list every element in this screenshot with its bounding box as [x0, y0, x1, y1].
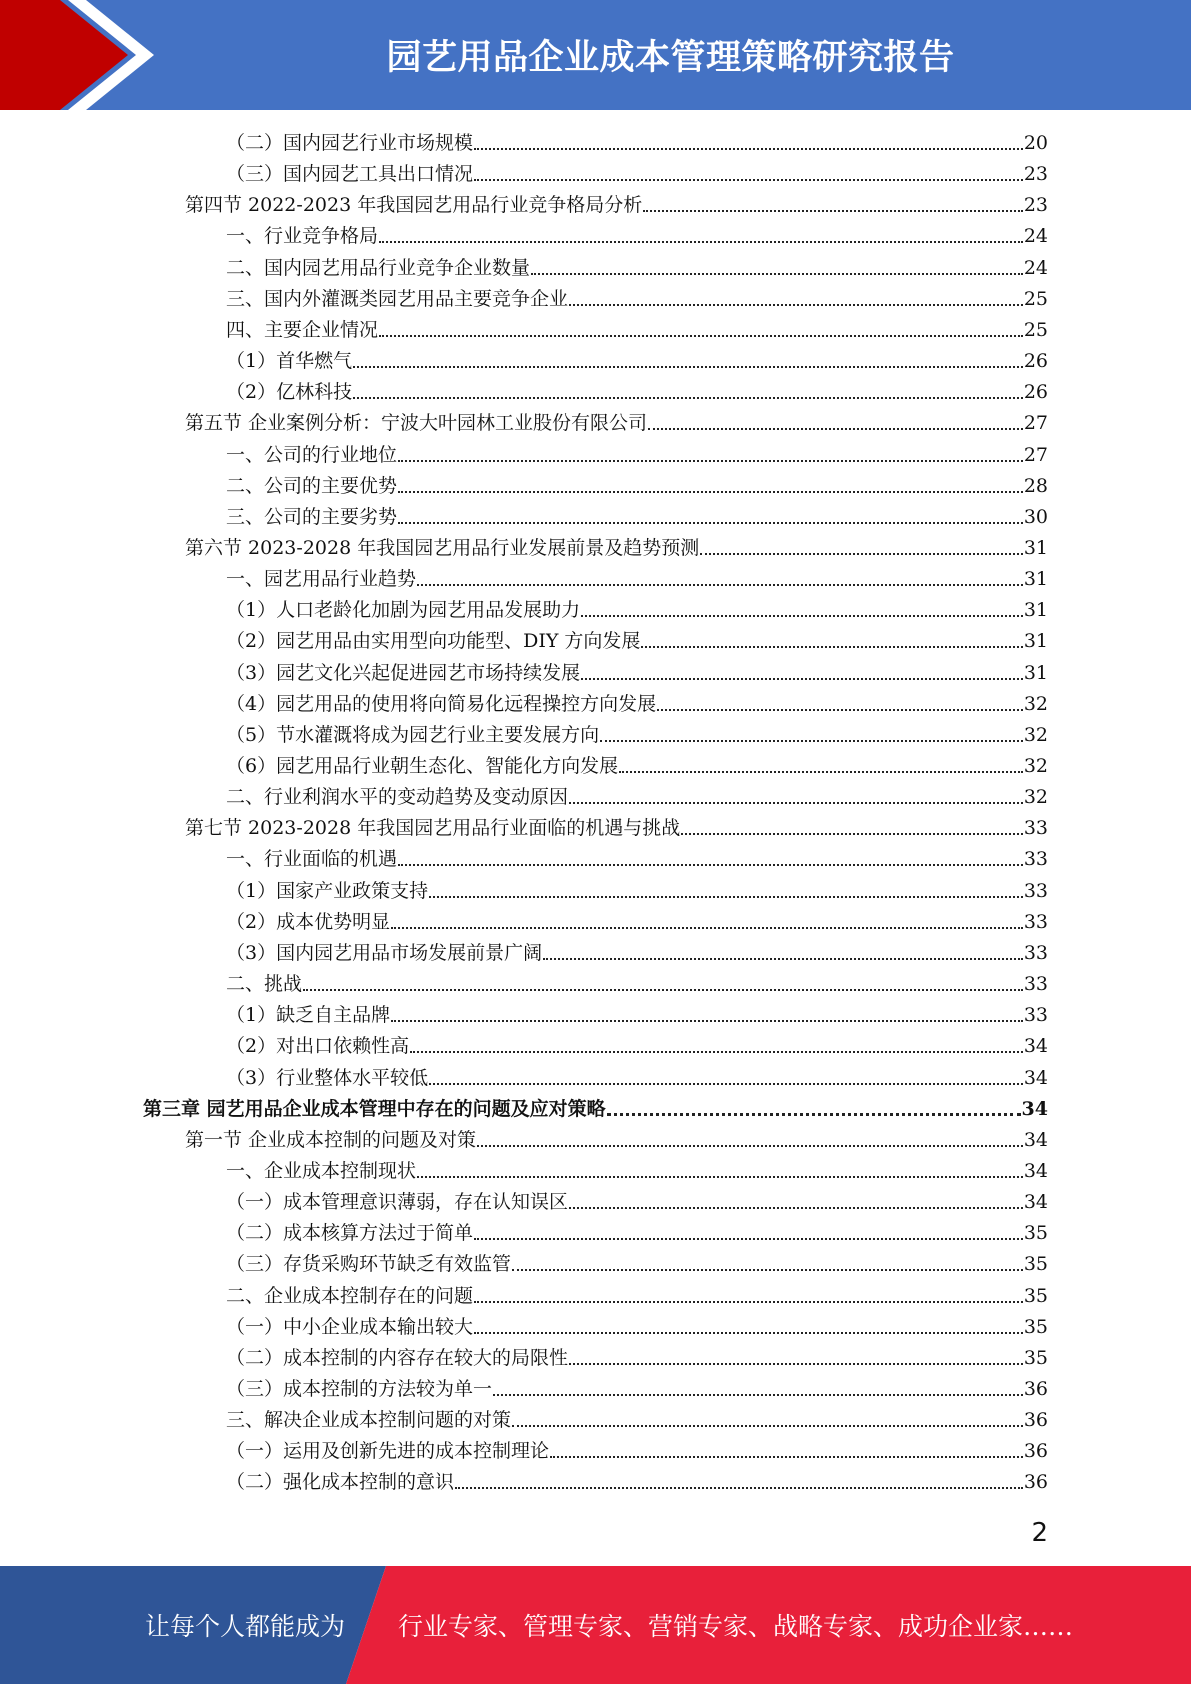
toc-entry-title: （2）成本优势明显 — [226, 910, 391, 933]
header-arrow-decoration — [0, 0, 160, 110]
toc-entry-page: 31 — [1023, 536, 1048, 559]
toc-entry-page: 34 — [1023, 1035, 1048, 1058]
page-header — [0, 0, 1191, 110]
toc-dot-leader — [607, 1113, 1021, 1116]
toc-entry-title: （1）人口老龄化加剧为园艺用品发展助力 — [226, 599, 581, 622]
footer-slogan-left: 让每个人都能成为 — [145, 1612, 346, 1641]
toc-entry-title: （一）运用及创新先进的成本控制理论 — [226, 1440, 550, 1463]
toc-entry-title: 二、行业利润水平的变动趋势及变动原因 — [226, 786, 569, 809]
toc-entry-page: 34 — [1023, 1128, 1048, 1151]
toc-entry-title: （1）首华燃气 — [226, 350, 353, 373]
toc-dot-leader — [474, 1238, 1023, 1240]
toc-dot-leader — [417, 1176, 1023, 1178]
toc-entry[interactable] — [226, 221, 1048, 252]
toc-entry-page: 34 — [1023, 1191, 1048, 1214]
toc-dot-leader — [474, 148, 1023, 150]
toc-entry-title: 一、行业竞争格局 — [226, 225, 379, 248]
toc-entry-page: 30 — [1023, 505, 1048, 528]
toc-dot-leader — [531, 273, 1023, 275]
toc-entry[interactable] — [226, 1156, 1048, 1187]
toc-dot-leader — [398, 491, 1023, 493]
toc-entry-page: 32 — [1023, 692, 1048, 715]
toc-entry-title: 第三章 园艺用品企业成本管理中存在的问题及应对策略 — [143, 1097, 606, 1120]
toc-dot-leader — [581, 615, 1023, 617]
toc-entry-page: 35 — [1023, 1346, 1048, 1369]
toc-dot-leader — [303, 989, 1023, 991]
toc-dot-leader — [600, 740, 1023, 742]
toc-entry-page: 32 — [1023, 786, 1048, 809]
toc-dot-leader — [619, 771, 1023, 773]
toc-entry-title: （1）国家产业政策支持 — [226, 879, 429, 902]
toc-entry-title: 第五节 企业案例分析：宁波大叶园林工业股份有限公司 — [185, 412, 648, 435]
toc-entry[interactable] — [226, 782, 1048, 813]
toc-dot-leader — [569, 304, 1023, 306]
toc-entry[interactable] — [226, 969, 1048, 1000]
toc-entry-page: 26 — [1023, 350, 1048, 373]
toc-entry[interactable] — [226, 689, 1048, 720]
toc-entry-page: 23 — [1023, 194, 1048, 217]
toc-entry-page: 35 — [1023, 1253, 1048, 1276]
toc-dot-leader — [643, 210, 1023, 212]
toc-entry[interactable] — [226, 595, 1048, 626]
toc-dot-leader — [398, 522, 1023, 524]
toc-dot-leader — [429, 896, 1023, 898]
toc-entry-title: （3）国内园艺用品市场发展前景广阔 — [226, 941, 543, 964]
page-number: 2 — [1031, 1518, 1048, 1548]
toc-entry-title: （三）国内园艺工具出口情况 — [226, 163, 474, 186]
toc-entry-title: 一、企业成本控制现状 — [226, 1159, 417, 1182]
toc-dot-leader — [379, 241, 1023, 243]
toc-entry-page: 28 — [1023, 474, 1048, 497]
toc-entry[interactable] — [226, 440, 1048, 471]
toc-dot-leader — [410, 1051, 1023, 1053]
toc-entry-title: （6）园艺用品行业朝生态化、智能化方向发展 — [226, 755, 619, 777]
toc-entry[interactable] — [226, 658, 1048, 689]
toc-entry-page: 25 — [1023, 318, 1048, 341]
toc-entry-page: 32 — [1023, 755, 1048, 777]
toc-entry[interactable] — [226, 751, 1048, 782]
toc-entry-title: 三、解决企业成本控制问题的对策 — [226, 1409, 512, 1432]
toc-dot-leader — [474, 1332, 1023, 1334]
toc-entry-title: （3）行业整体水平较低 — [226, 1066, 429, 1089]
toc-entry-page: 33 — [1023, 848, 1048, 871]
toc-entry-title: （二）成本核算方法过于简单 — [226, 1222, 474, 1245]
toc-entry-title: 二、挑战 — [226, 973, 303, 996]
toc-entry-page: 31 — [1023, 599, 1048, 622]
toc-entry-page: 33 — [1023, 1004, 1048, 1027]
toc-entry-page: 36 — [1023, 1471, 1048, 1494]
toc-dot-leader — [657, 709, 1023, 711]
toc-entry[interactable] — [226, 1218, 1048, 1249]
toc-entry-page: 24 — [1023, 225, 1048, 248]
toc-entry[interactable] — [226, 720, 1048, 751]
toc-entry[interactable] — [185, 190, 1048, 221]
toc-dot-leader — [581, 678, 1023, 680]
toc-entry-title: （二）强化成本控制的意识 — [226, 1471, 455, 1494]
toc-entry[interactable] — [226, 377, 1048, 408]
toc-entry-page: 33 — [1023, 910, 1048, 933]
toc-dot-leader — [379, 335, 1023, 337]
toc-entry-page: 33 — [1023, 973, 1048, 996]
toc-entry-page: 20 — [1023, 132, 1048, 154]
toc-entry-page: 23 — [1023, 163, 1048, 186]
toc-entry-page: 26 — [1023, 381, 1048, 404]
toc-entry-title: 第七节 2023-2028 年我国园艺用品行业面临的机遇与挑战 — [185, 817, 681, 840]
toc-entry-title: （一）中小企业成本输出较大 — [226, 1315, 474, 1338]
toc-dot-leader — [417, 584, 1023, 586]
toc-entry-title: （三）成本控制的方法较为单一 — [226, 1378, 493, 1400]
toc-dot-leader — [455, 1487, 1023, 1489]
toc-entry-title: 一、公司的行业地位 — [226, 443, 398, 466]
toc-entry-title: （2）亿林科技 — [226, 381, 353, 404]
toc-entry-title: （1）缺乏自主品牌 — [226, 1004, 391, 1027]
toc-entry-page: 36 — [1023, 1378, 1048, 1400]
toc-entry-page: 31 — [1023, 568, 1048, 591]
footer-slogan-right: 行业专家、管理专家、营销专家、战略专家、成功企业家…… — [398, 1612, 1074, 1641]
toc-entry[interactable] — [185, 533, 1048, 564]
toc-entry-page: 32 — [1023, 723, 1048, 746]
toc-dot-leader — [512, 1425, 1023, 1427]
toc-entry[interactable] — [226, 315, 1048, 346]
toc-entry-page: 33 — [1023, 879, 1048, 902]
toc-entry-page: 24 — [1023, 256, 1048, 279]
toc-entry[interactable] — [226, 159, 1048, 190]
toc-dot-leader — [569, 802, 1023, 804]
toc-dot-leader — [477, 1145, 1023, 1147]
toc-entry[interactable] — [226, 502, 1048, 533]
toc-entry[interactable] — [185, 813, 1048, 844]
toc-entry-title: 第一节 企业成本控制的问题及对策 — [185, 1128, 477, 1151]
toc-entry[interactable] — [226, 844, 1048, 875]
toc-dot-leader — [474, 179, 1023, 181]
toc-entry-title: 二、国内园艺用品行业竞争企业数量 — [226, 256, 531, 279]
page-footer — [0, 1566, 1191, 1684]
toc-dot-leader — [569, 1207, 1023, 1209]
toc-entry[interactable] — [226, 346, 1048, 377]
toc-entry-page: 27 — [1023, 412, 1048, 435]
toc-entry-title: （二）国内园艺行业市场规模 — [226, 132, 474, 154]
toc-entry-title: （一）成本管理意识薄弱，存在认知误区 — [226, 1191, 569, 1214]
toc-entry[interactable] — [226, 1436, 1048, 1467]
toc-entry[interactable] — [226, 1249, 1048, 1280]
toc-entry-title: 一、园艺用品行业趋势 — [226, 568, 417, 591]
toc-entry[interactable] — [226, 253, 1048, 284]
toc-entry[interactable] — [226, 1312, 1048, 1343]
toc-entry[interactable] — [226, 128, 1048, 159]
toc-dot-leader — [429, 1083, 1023, 1085]
toc-entry-page: 31 — [1023, 661, 1048, 684]
toc-entry-page: 33 — [1023, 941, 1048, 964]
toc-entry-page: 35 — [1023, 1315, 1048, 1338]
toc-entry[interactable] — [143, 1094, 1048, 1125]
toc-entry-title: （三）存货采购环节缺乏有效监管 — [226, 1253, 512, 1276]
toc-entry[interactable] — [226, 1000, 1048, 1031]
report-title: 园艺用品企业成本管理策略研究报告 — [386, 38, 955, 78]
toc-dot-leader — [398, 460, 1023, 462]
toc-entry-title: 第四节 2022-2023 年我国园艺用品行业竞争格局分析 — [185, 194, 643, 217]
toc-entry-page: 33 — [1023, 817, 1048, 840]
toc-entry-page: 35 — [1023, 1284, 1048, 1307]
toc-entry-page: 36 — [1023, 1440, 1048, 1463]
toc-dot-leader — [493, 1394, 1023, 1396]
toc-entry[interactable] — [226, 626, 1048, 657]
toc-dot-leader — [391, 1020, 1023, 1022]
toc-entry-page: 27 — [1023, 443, 1048, 466]
toc-dot-leader — [353, 366, 1023, 368]
toc-entry[interactable] — [226, 1343, 1048, 1374]
toc-entry-title: 三、国内外灌溉类园艺用品主要竞争企业 — [226, 287, 569, 310]
toc-entry-title: 三、公司的主要劣势 — [226, 505, 398, 528]
toc-dot-leader — [543, 958, 1023, 960]
toc-entry[interactable] — [185, 1125, 1048, 1156]
toc-entry-page: 36 — [1023, 1409, 1048, 1432]
toc-entry-title: （5）节水灌溉将成为园艺行业主要发展方向 — [226, 723, 600, 746]
toc-entry-title: （4）园艺用品的使用将向简易化远程操控方向发展 — [226, 692, 657, 715]
toc-dot-leader — [398, 864, 1023, 866]
toc-entry[interactable] — [226, 1031, 1048, 1062]
toc-entry[interactable] — [226, 876, 1048, 907]
toc-entry-title: 第六节 2023-2028 年我国园艺用品行业发展前景及趋势预测 — [185, 536, 700, 559]
toc-entry-page: 34 — [1023, 1066, 1048, 1089]
toc-dot-leader — [641, 646, 1022, 648]
toc-dot-leader — [681, 833, 1023, 835]
toc-entry[interactable] — [226, 907, 1048, 938]
toc-entry-title: 二、企业成本控制存在的问题 — [226, 1284, 474, 1307]
toc-dot-leader — [648, 428, 1023, 430]
toc-entry-title: （3）园艺文化兴起促进园艺市场持续发展 — [226, 661, 581, 684]
toc-entry-page: 34 — [1023, 1159, 1048, 1182]
toc-entry-page: 31 — [1023, 630, 1048, 653]
toc-entry[interactable] — [226, 1467, 1048, 1498]
toc-entry[interactable] — [226, 938, 1048, 969]
toc-entry[interactable] — [226, 1187, 1048, 1218]
toc-entry-page: 25 — [1023, 287, 1048, 310]
toc-dot-leader — [353, 397, 1023, 399]
toc-entry[interactable] — [185, 408, 1048, 439]
toc-entry-page: 35 — [1023, 1222, 1048, 1245]
toc-entry[interactable] — [226, 1063, 1048, 1094]
toc-entry[interactable] — [226, 284, 1048, 315]
toc-dot-leader — [700, 553, 1023, 555]
toc-entry-title: （2）园艺用品由实用型向功能型、DIY 方向发展 — [226, 630, 641, 653]
toc-entry[interactable] — [226, 1281, 1048, 1312]
toc-entry-title: 四、主要企业情况 — [226, 318, 379, 341]
toc-dot-leader — [391, 927, 1023, 929]
toc-entry-title: （2）对出口依赖性高 — [226, 1035, 410, 1058]
toc-entry[interactable] — [226, 564, 1048, 595]
toc-dot-leader — [550, 1456, 1023, 1458]
toc-entry-title: 二、公司的主要优势 — [226, 474, 398, 497]
toc-entry[interactable] — [226, 1374, 1048, 1405]
toc-entry[interactable] — [226, 471, 1048, 502]
toc-entry-title: （二）成本控制的内容存在较大的局限性 — [226, 1346, 569, 1369]
toc-dot-leader — [474, 1301, 1023, 1303]
toc-dot-leader — [569, 1363, 1023, 1365]
toc-entry-page: 34 — [1021, 1097, 1048, 1120]
toc-dot-leader — [512, 1269, 1023, 1271]
toc-entry[interactable] — [226, 1405, 1048, 1436]
toc-entry-title: 一、行业面临的机遇 — [226, 848, 398, 871]
